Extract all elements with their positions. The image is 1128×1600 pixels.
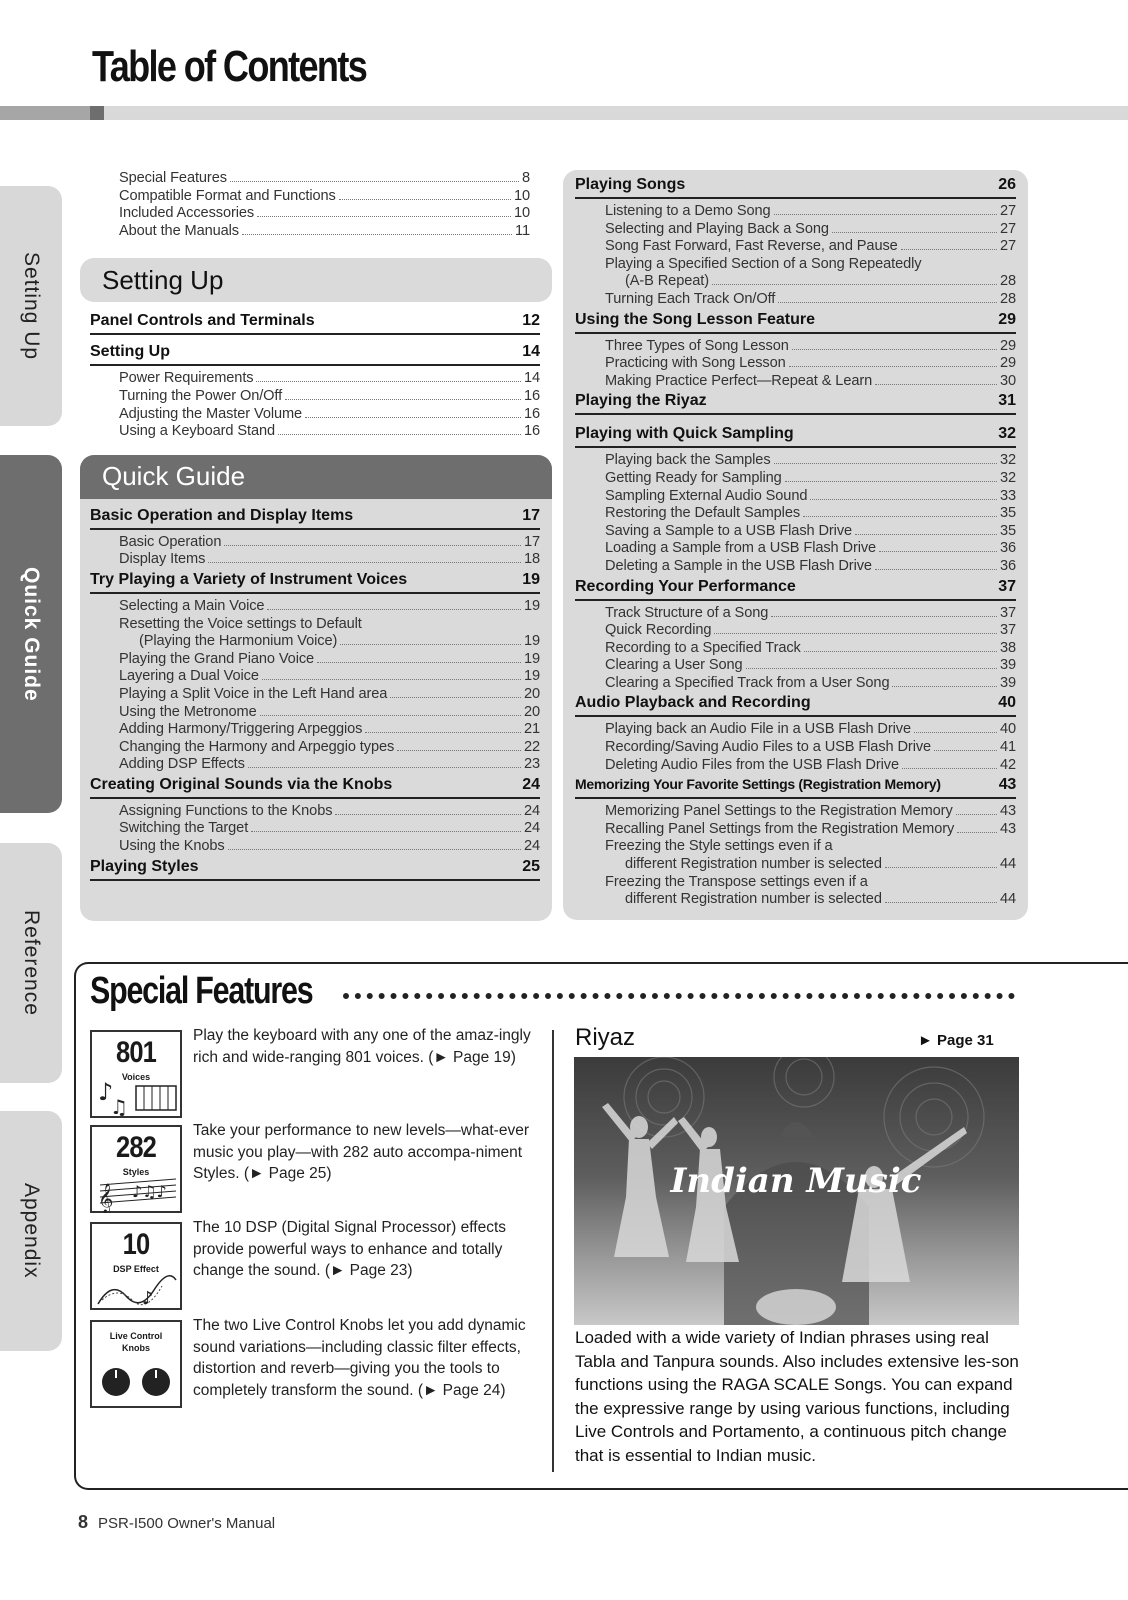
toc-entry[interactable]: Memorizing Panel Settings to the Registration Memory 43: [605, 803, 1016, 820]
toc-section[interactable]: Using the Song Lesson Feature 29: [575, 309, 1016, 334]
toc-entry[interactable]: Making Practice Perfect—Repeat & Learn 30: [605, 372, 1016, 389]
toc-entry[interactable]: Track Structure of a Song 37: [605, 604, 1016, 621]
toc-entry[interactable]: Playing a Split Voice in the Left Hand area 20: [119, 685, 540, 702]
toc-entry[interactable]: About the Manuals 11: [119, 222, 530, 239]
toc-entry[interactable]: Freezing the Transpose settings even if a: [605, 873, 868, 890]
toc-entry[interactable]: Playing the Grand Piano Voice 19: [119, 650, 540, 667]
toc-left-column: [80, 170, 552, 921]
toc-entry[interactable]: Included Accessories 10: [119, 205, 530, 222]
toc-entry[interactable]: Playing a Specified Section of a Song Repeatedly: [605, 255, 922, 272]
toc-entry[interactable]: Playing back the Samples 32: [605, 452, 1016, 469]
tab-reference[interactable]: [0, 843, 62, 1083]
page-ref: Page 31: [937, 1032, 994, 1049]
image-caption: Indian Music: [670, 1161, 922, 1201]
toc-entry[interactable]: Using the Metronome 20: [119, 703, 540, 720]
live-control-knobs-icon: [90, 1320, 182, 1408]
toc-entry[interactable]: Switching the Target 24: [119, 820, 540, 837]
sound-wave-icon: [92, 1270, 180, 1310]
svg-text:𝄞: 𝄞: [98, 1184, 114, 1213]
toc-entry[interactable]: Compatible Format and Functions 10: [119, 187, 530, 204]
toc-entry[interactable]: Display Items 18: [119, 551, 540, 568]
special-features-title: Special Features: [90, 970, 313, 1012]
feature-number: 282: [115, 1131, 157, 1164]
toc-entry[interactable]: Basic Operation 17: [119, 533, 540, 550]
feature-description: The two Live Control Knobs let you add dynamic sound variations—including classic filter effects, distortion and reverb—giving you the tools to completely transform the sound. (► Page 24): [193, 1317, 526, 1400]
toc-entry[interactable]: Clearing a Specified Track from a User Song 39: [605, 674, 1016, 691]
feature-description: Play the keyboard with any one of the amaz-ingly rich and wide-ranging 801 voices. (► Page 19): [193, 1027, 531, 1066]
tab-label: Setting Up: [20, 251, 43, 361]
toc-entry[interactable]: Turning the Power On/Off 16: [119, 387, 540, 404]
page-footer: [78, 1512, 275, 1533]
feature-description: The 10 DSP (Digital Signal Processor) effects provide powerful ways to enhance and totally change the sound. (► Page 23): [193, 1219, 507, 1280]
dsp-effect-icon: [90, 1222, 182, 1310]
music-keyboard-icon: [92, 1076, 180, 1116]
toc-section[interactable]: Audio Playback and Recording 40: [575, 692, 1016, 717]
toc-entry-continued[interactable]: (A-B Repeat) 28: [625, 273, 1016, 290]
toc-entry[interactable]: Assigning Functions to the Knobs 24: [119, 802, 540, 819]
toc-entry[interactable]: Clearing a User Song 39: [605, 657, 1016, 674]
toc-entry[interactable]: Selecting a Main Voice 19: [119, 597, 540, 614]
toc-entry[interactable]: Power Requirements 14: [119, 370, 540, 387]
section-title: Quick Guide: [102, 461, 246, 492]
toc-entry[interactable]: Layering a Dual Voice 19: [119, 668, 540, 685]
riyaz-description: Loaded with a wide variety of Indian phrases using real Tabla and Tanpura sounds. Also includes extensive les-son functions using the RAGA SCALE Songs. You can expand the expressive range by using various functions, including Live Controls and Portamento, a continuous pitch change that is essential to Indian music.: [575, 1328, 1019, 1465]
toc-entry[interactable]: Turning Each Track On/Off 28: [605, 290, 1016, 307]
styles-icon: [90, 1125, 182, 1213]
page-number: 8: [78, 1512, 89, 1532]
toc-entry[interactable]: Freezing the Style settings even if a: [605, 838, 833, 855]
toc-section[interactable]: Setting Up 14: [90, 341, 540, 366]
toc-right-column: [563, 170, 1028, 920]
sheet-music-icon: [92, 1173, 180, 1213]
toc-entry[interactable]: Three Types of Song Lesson 29: [605, 337, 1016, 354]
toc-entry[interactable]: Selecting and Playing Back a Song 27: [605, 220, 1016, 237]
riyaz-page-link[interactable]: [918, 1032, 994, 1049]
tab-appendix[interactable]: [0, 1111, 62, 1351]
section-title: Setting Up: [102, 264, 224, 295]
feature-label: Voices: [121, 1072, 151, 1082]
toc-entry[interactable]: Adding Harmony/Triggering Arpeggios 21: [119, 721, 540, 738]
feature-label: DSP Effect: [113, 1264, 159, 1274]
svg-text:♫: ♫: [110, 1095, 128, 1116]
toc-entry[interactable]: Listening to a Demo Song 27: [605, 203, 1016, 219]
title-bar: [0, 106, 1128, 120]
page-title: Table of Contents: [92, 42, 367, 91]
toc-entry[interactable]: Adjusting the Master Volume 16: [119, 405, 540, 422]
voices-icon: [90, 1030, 182, 1118]
svg-text:♪: ♪: [98, 1078, 114, 1106]
toc-entry[interactable]: Playing back an Audio File in a USB Flash Drive 40: [605, 721, 1016, 738]
toc-entry[interactable]: Adding DSP Effects 23: [119, 756, 540, 773]
tab-quick-guide[interactable]: [0, 455, 62, 813]
title-dot-leader: [343, 993, 1015, 999]
svg-text:♪: ♪: [142, 1288, 154, 1309]
tab-label: Reference: [20, 910, 43, 1016]
setting-up-header: [80, 258, 552, 302]
toc-entry[interactable]: Practicing with Song Lesson 29: [605, 355, 1016, 372]
tab-label: Quick Guide: [20, 566, 43, 702]
title-bar-marker: [90, 106, 104, 120]
toc-section[interactable]: Playing the Riyaz 31: [575, 390, 1016, 415]
feature-number: 801: [115, 1036, 157, 1069]
toc-entry-continued[interactable]: different Registration number is selected 44: [625, 891, 1016, 908]
dancers-illustration: [574, 1057, 1019, 1325]
toc-section[interactable]: Memorizing Your Favorite Settings (Registration Memory) 43: [575, 774, 1016, 799]
toc-section[interactable]: Creating Original Sounds via the Knobs 24: [90, 774, 540, 799]
toc-entry[interactable]: Saving a Sample to a USB Flash Drive 35: [605, 522, 1016, 539]
toc-section[interactable]: Playing Songs 26: [575, 174, 1016, 199]
toc-entry[interactable]: Recording to a Specified Track 38: [605, 639, 1016, 656]
toc-entry[interactable]: Using the Knobs 24: [119, 838, 540, 855]
toc-entry-continued[interactable]: different Registration number is selected 44: [625, 856, 1016, 873]
indian-music-image: [574, 1057, 1019, 1325]
toc-section[interactable]: Playing Styles 25: [90, 856, 540, 881]
feature-label: Live Control Knobs: [109, 1331, 163, 1353]
knob-icon: [92, 1360, 180, 1404]
toc-entry[interactable]: Recording/Saving Audio Files to a USB Flash Drive 41: [605, 739, 1016, 756]
tab-setting-up[interactable]: [0, 186, 62, 426]
toc-entry[interactable]: Getting Ready for Sampling 32: [605, 469, 1016, 486]
toc-entry[interactable]: Loading a Sample from a USB Flash Drive 36: [605, 540, 1016, 557]
feature-description: Take your performance to new levels—what-ever music you play—with 282 auto accompa-niment Styles. (► Page 25): [193, 1122, 529, 1183]
title-bar-accent: [0, 106, 92, 120]
toc-entry[interactable]: Song Fast Forward, Fast Reverse, and Pause 27: [605, 238, 1016, 255]
toc-section[interactable]: Panel Controls and Terminals 12: [90, 310, 540, 335]
toc-entry[interactable]: Restoring the Default Samples 35: [605, 505, 1016, 522]
toc-entry[interactable]: Recalling Panel Settings from the Registration Memory 43: [605, 820, 1016, 837]
quick-guide-box: [80, 455, 552, 921]
riyaz-title: Riyaz: [575, 1024, 636, 1051]
intro-list: [80, 170, 552, 240]
quick-guide-header: [80, 455, 552, 499]
toc-entry[interactable]: Deleting a Sample in the USB Flash Drive 36: [605, 557, 1016, 574]
setting-up-list: [80, 302, 552, 440]
column-divider: [552, 1030, 554, 1472]
toc-entry[interactable]: Resetting the Voice settings to Default: [119, 615, 362, 632]
toc-section[interactable]: Try Playing a Variety of Instrument Voices 19: [90, 569, 540, 594]
toc-section[interactable]: Playing with Quick Sampling 32: [575, 423, 1016, 448]
arrow-right-icon: ►: [918, 1032, 933, 1049]
svg-text:♪♫♪: ♪♫♪: [132, 1182, 167, 1201]
toc-entry[interactable]: Special Features 8: [119, 170, 530, 186]
toc-entry[interactable]: Deleting Audio Files from the USB Flash Drive 42: [605, 756, 1016, 773]
toc-entry[interactable]: Sampling External Audio Sound 33: [605, 487, 1016, 504]
toc-entry[interactable]: Using a Keyboard Stand 16: [119, 423, 540, 440]
feature-label: Styles: [122, 1167, 150, 1177]
toc-entry[interactable]: Changing the Harmony and Arpeggio types 22: [119, 738, 540, 755]
toc-section[interactable]: Recording Your Performance 37: [575, 576, 1016, 601]
feature-number: 10: [122, 1228, 150, 1261]
toc-section[interactable]: Basic Operation and Display Items 17: [90, 505, 540, 530]
manual-name: PSR-I500 Owner's Manual: [98, 1515, 276, 1532]
toc-entry[interactable]: Quick Recording 37: [605, 622, 1016, 639]
tab-label: Appendix: [20, 1183, 43, 1279]
toc-entry-continued[interactable]: (Playing the Harmonium Voice) 19: [139, 633, 540, 650]
